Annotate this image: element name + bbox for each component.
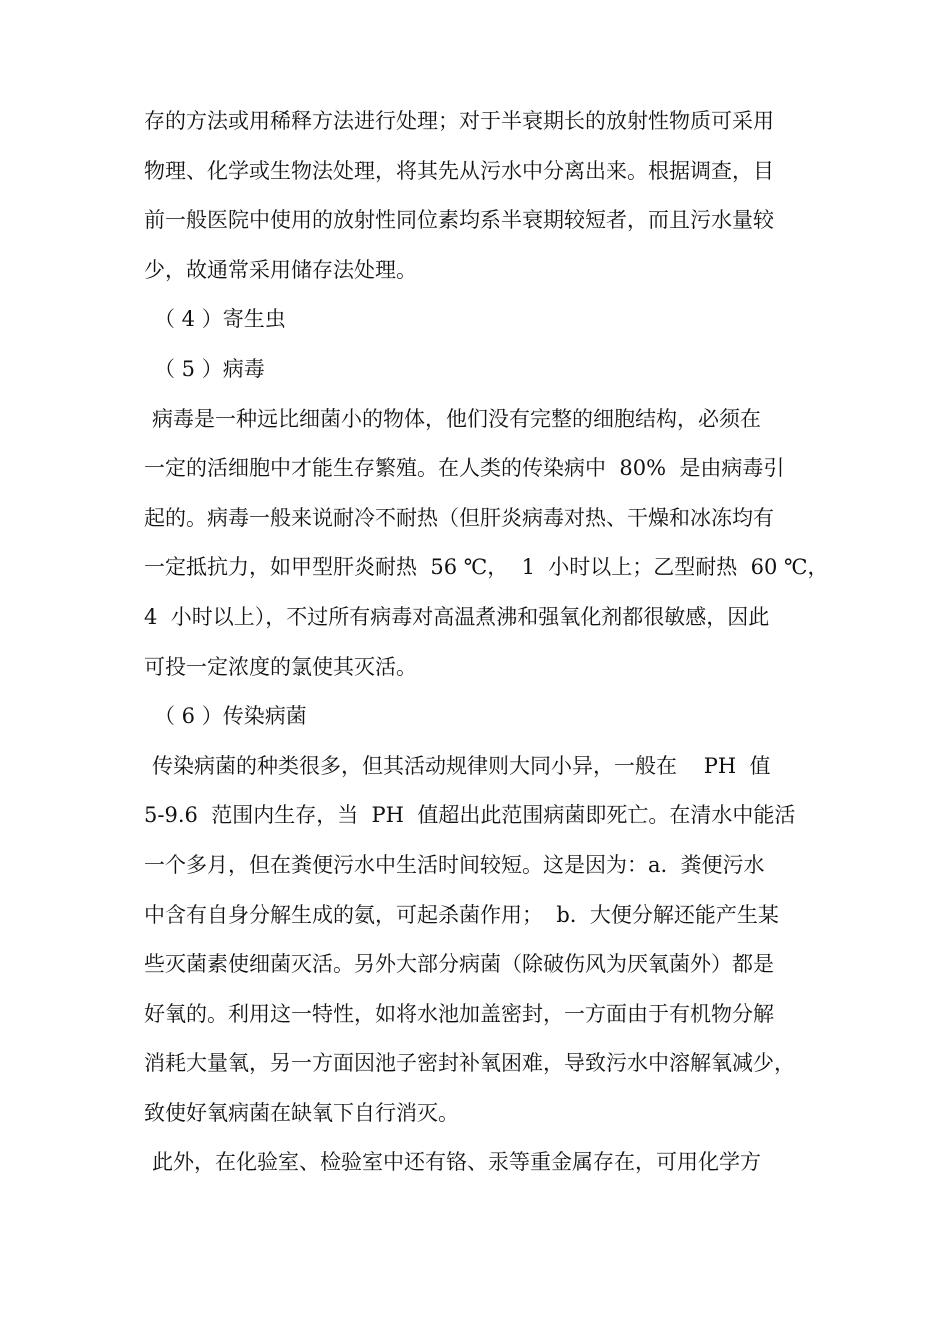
- text-line: 前一般医院中使用的放射性同位素均系半衰期较短者，而且污水量较: [144, 208, 774, 233]
- section-heading-pathogens: （ 6 ）传染病菌: [154, 704, 307, 729]
- text-line: 一个多月，但在粪便污水中生活时间较短。这是因为：a. 粪便污水: [144, 852, 765, 877]
- text-line: 少，故通常采用储存法处理。: [144, 257, 417, 282]
- text-line: 存的方法或用稀释方法进行处理；对于半衰期长的放射性物质可采用: [144, 109, 774, 133]
- section-heading-virus: （ 5 ）病毒: [154, 356, 265, 381]
- document-body: [144, 97, 829, 1188]
- text-line: 消耗大量氧，另一方面因池子密封补氧困难，导致污水中溶解氧减少，: [144, 1051, 795, 1076]
- text-line: 5-9.6 范围内生存，当 PH 值超出此范围病菌即死亡。在清水中能活: [144, 803, 796, 828]
- text-line: 物理、化学或生物法处理，将其先从污水中分离出来。根据调查，目: [144, 158, 774, 183]
- text-line: 起的。病毒一般来说耐冷不耐热（但肝炎病毒对热、干燥和冰冻均有: [144, 505, 774, 530]
- text-line: 中含有自身分解生成的氨，可起杀菌作用； b. 大便分解还能产生某: [144, 902, 779, 927]
- text-line: 一定抵抗力，如甲型肝炎耐热 56 ℃， 1 小时以上；乙型耐热 60 ℃，: [144, 555, 829, 580]
- text-line: 致使好氧病菌在缺氧下自行消灭。: [144, 1100, 459, 1125]
- text-line: 一定的活细胞中才能生存繁殖。在人类的传染病中 80% 是由病毒引: [144, 456, 785, 481]
- text-line: 可投一定浓度的氯使其灭活。: [144, 654, 417, 679]
- paragraph-start-line: 此外，在化验室、检验室中还有铬、汞等重金属存在，可用化学方: [152, 1150, 761, 1175]
- text-line: 4 小时以上），不过所有病毒对高温煮沸和强氧化剂都很敏感，因此: [144, 604, 770, 629]
- text-line: 些灭菌素使细菌灭活。另外大部分病菌（除破伤风为厌氧菌外）都是: [144, 952, 774, 977]
- paragraph-start-line: 传染病菌的种类很多，但其活动规律则大同小异，一般在 PH 值: [152, 753, 771, 778]
- paragraph-start-line: 病毒是一种远比细菌小的物体，他们没有完整的细胞结构，必须在: [152, 406, 761, 431]
- text-line: 好氧的。利用这一特性，如将水池加盖密封，一方面由于有机物分解: [144, 1001, 774, 1026]
- section-heading-parasites: （ 4 ）寄生虫: [154, 307, 286, 332]
